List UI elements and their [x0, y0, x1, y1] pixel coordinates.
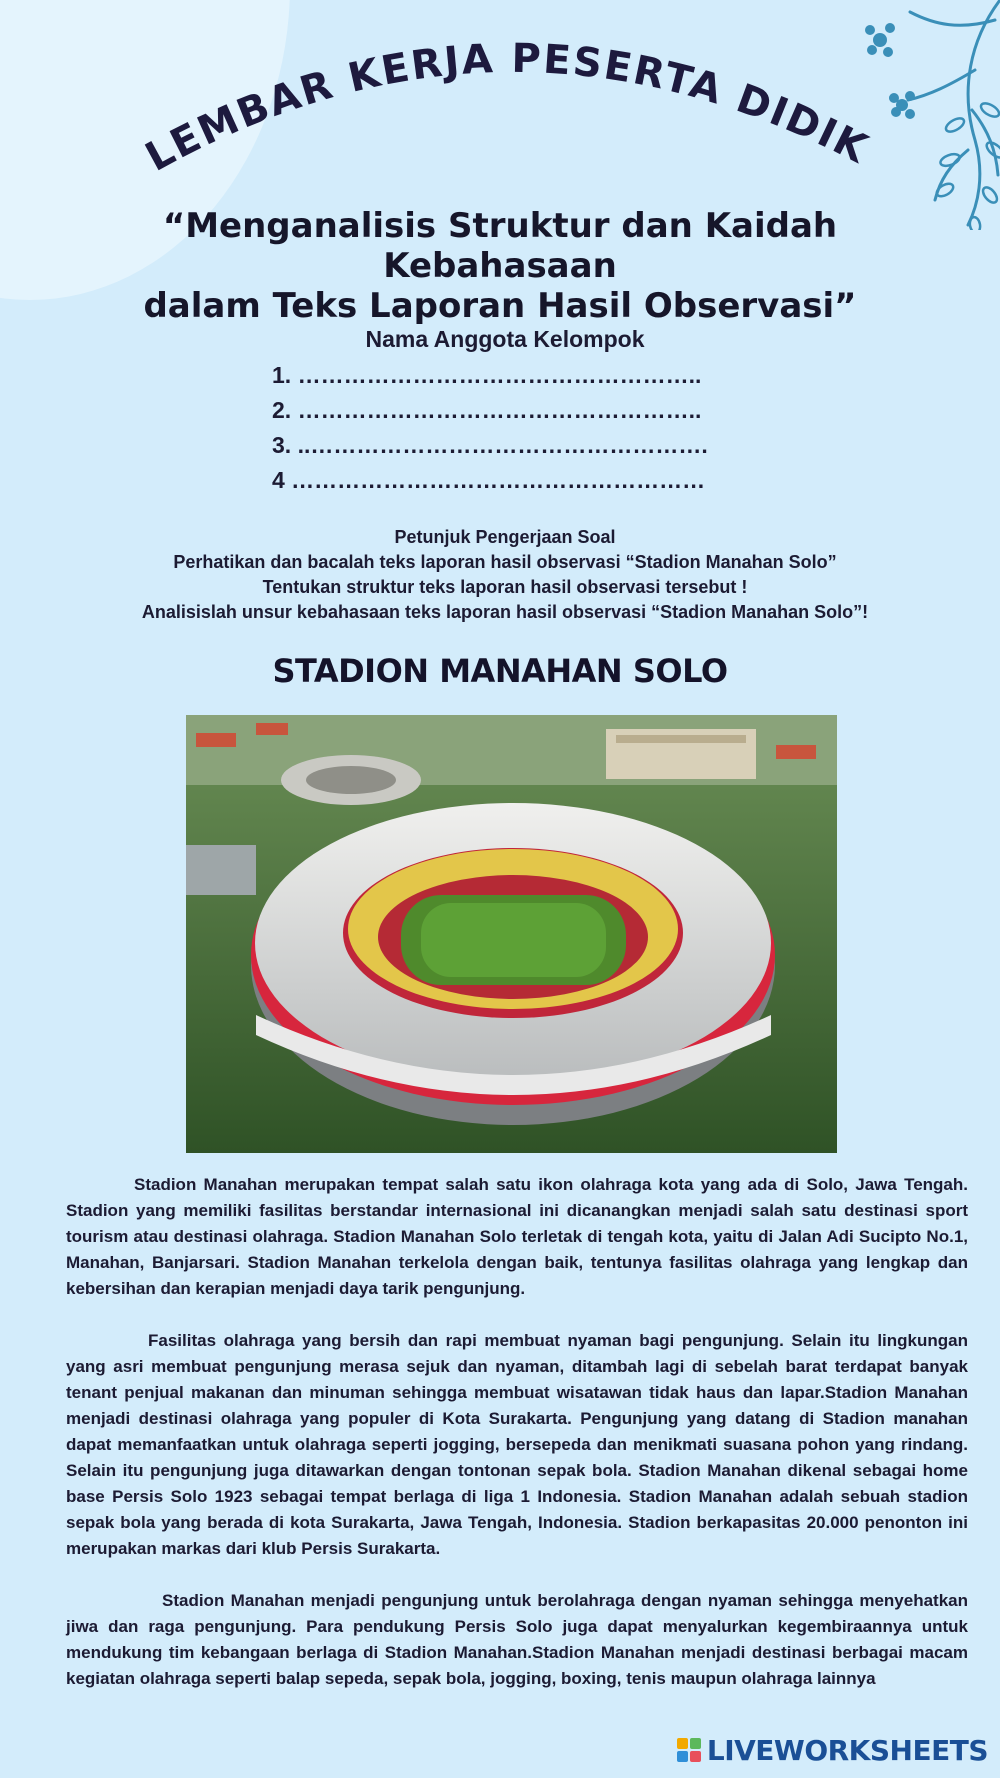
instructions-block	[0, 525, 1000, 625]
member-line-4[interactable]: 4 ………………………………………………	[272, 467, 706, 493]
worksheet-arc-title	[0, 0, 1000, 220]
stadium-photo	[186, 715, 837, 1153]
member-list	[272, 358, 752, 498]
article-paragraph-2: Fasilitas olahraga yang bersih dan rapi membuat nyaman bagi pengunjung. Selain itu lingkungan yang asri membuat pengunjung merasa sejuk dan nyaman, ditambah lagi di sebelah barat terdapat banyak tenant penjual makanan dan minuman sehingga membuat wisatawan tidak haus dan lapar.Stadion Manahan menjadi destinasi olahraga yang populer di Kota Surakarta. Pengunjung yang datang di Stadion manahan dapat memanfaatkan untuk olahraga seperti jogging, bersepeda dan menikmati suasana pohon yang rindang. Selain itu pengunjung juga ditawarkan dengan tontonan sepak bola. Stadion Manahan dikenal sebagai home base Persis Solo 1923 sebagai tempat berlaga di liga 1 Indonesia. Stadion Manahan adalah sebuah stadion sepak bola yang berada di kota Surakarta, Jawa Tengah, Indonesia. Stadion berkapasitas 20.000 penonton ini merupakan markas dari klub Persis Surakarta.	[66, 1331, 968, 1558]
logo-square-2	[690, 1738, 701, 1749]
member-line-1[interactable]: 1. ……………………………………………..	[272, 362, 702, 388]
instructions-heading: Petunjuk Pengerjaan Soal	[394, 527, 616, 547]
member-line-3[interactable]: 3. ..…………………………………………….	[272, 432, 708, 458]
article-title: STADION MANAHAN SOLO	[272, 652, 728, 690]
arc-title-text: LEMBAR KERJA PESERTA DIDIK	[138, 35, 876, 181]
instruction-item-3: Analisislah unsur kebahasaan teks laporan hasil observasi “Stadion Manahan Solo”!	[141, 602, 869, 622]
article-paragraph-3: Stadion Manahan menjadi pengunjung untuk berolahraga dengan nyaman sehingga menyehatkan jiwa dan raga pengunjung. Para pendukung Persis Solo juga dapat menyalurkan kegembiraannya untuk mendukung tim kebangaan berlaga di Stadion Manahan.Stadion Manahan menjadi destinasi berbagai macam kegiatan olahraga seperti balap sepeda, sepak bola, jogging, boxing, tenis maupun olahraga lainnya	[66, 1591, 968, 1688]
stadium-aerial-photo-icon	[186, 715, 837, 1153]
subtitle-line-2: dalam Teks Laporan Hasil Observasi”	[143, 286, 857, 326]
liveworksheets-logo-icon	[677, 1738, 701, 1762]
logo-square-3	[677, 1751, 688, 1762]
logo-square-1	[677, 1738, 688, 1749]
svg-text:LEMBAR KERJA PESERTA DIDIK	[138, 36, 876, 181]
member-line-2[interactable]: 2. ……………………………………………..	[272, 397, 702, 423]
article-paragraph-1: Stadion Manahan merupakan tempat salah satu ikon olahraga kota yang ada di Solo, Jawa Tengah. Stadion yang memiliki fasilitas berstandar internasional ini dicanangkan menjadi salah satu destinasi sport tourism atau destinasi olahraga. Stadion Manahan Solo terletak di tengah kota, yaitu di Jalan Adi Sucipto No.1, Manahan, Banjarsari. Stadion Manahan terkelola dengan baik, tentunya fasilitas olahraga yang lengkap dan kebersihan dan kerapian menjadi daya tarik pengunjung.	[66, 1175, 968, 1298]
subtitle-line-1: “Menganalisis Struktur dan Kaidah Kebahasaan	[162, 206, 838, 286]
article-body	[66, 1172, 968, 1692]
brand-name: LIVEWORKSHEETS	[706, 1733, 988, 1767]
members-heading: Nama Anggota Kelompok	[365, 326, 645, 352]
liveworksheets-brand[interactable]	[677, 1730, 988, 1770]
instruction-item-1: Perhatikan dan bacalah teks laporan hasil observasi “Stadion Manahan Solo”	[173, 552, 837, 572]
instruction-item-2: Tentukan struktur teks laporan hasil observasi tersebut !	[262, 577, 748, 597]
worksheet-subtitle	[100, 206, 900, 326]
logo-square-4	[690, 1751, 701, 1762]
